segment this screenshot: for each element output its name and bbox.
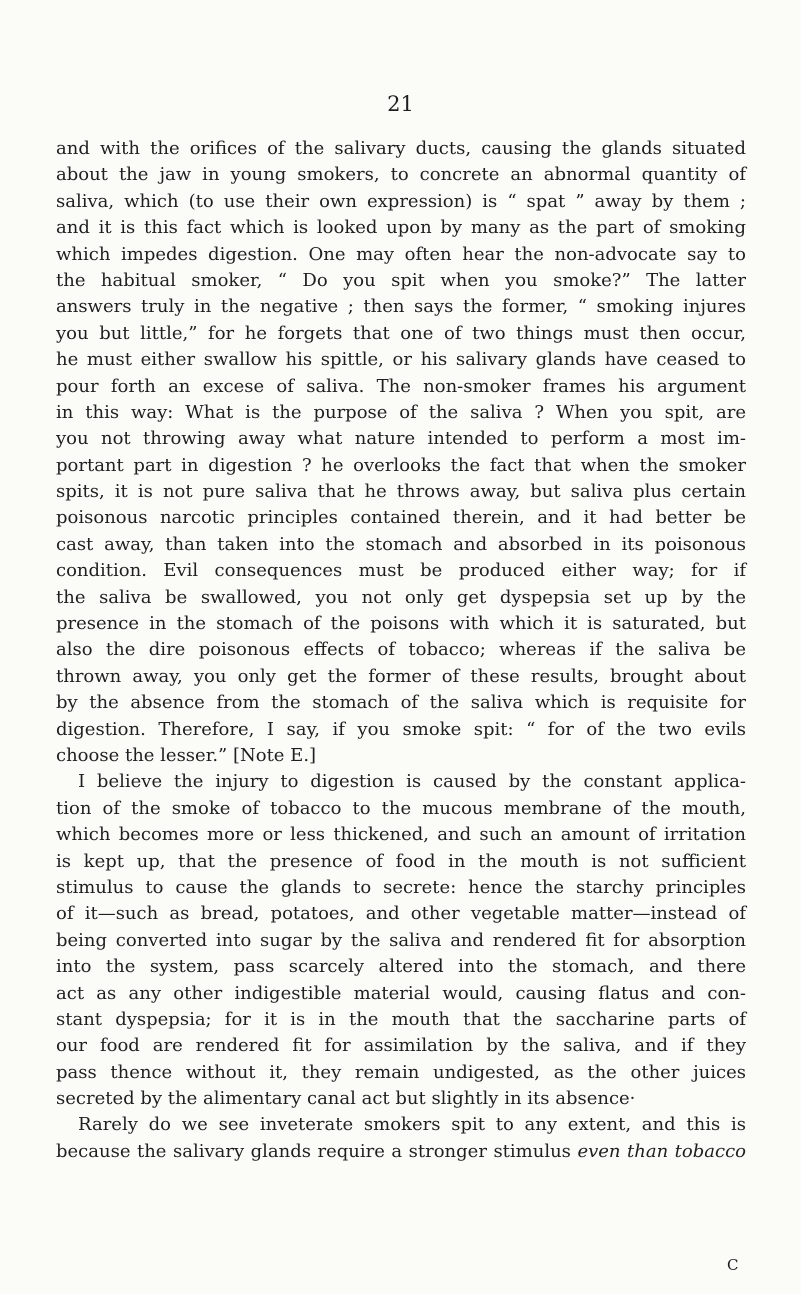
text-line: and it is this fact which is looked upon by many as the part of smoking	[56, 217, 746, 239]
text-line: of it—such as bread, potatoes, and other vegetable matter—instead of	[56, 903, 746, 925]
text-line: Rarely do we see inveterate smokers spit to any extent, and this is	[78, 1114, 746, 1136]
text-line: about the jaw in young smokers, to concrete an abnormal quantity of	[56, 164, 746, 186]
text-line: is kept up, that the presence of food in the mouth is not sufficient	[56, 850, 746, 872]
text-line: stimulus to cause the glands to secrete: hence the starchy principles	[56, 876, 746, 898]
text-line: stant dyspepsia; for it is in the mouth that the saccharine parts of	[56, 1008, 746, 1030]
text-line: cast away, than taken into the stomach and absorbed in its poisonous	[56, 533, 746, 555]
text-line: pour forth an excese of saliva. The non-smoker frames his argument	[56, 375, 746, 397]
text-line: being converted into sugar by the saliva and rendered fit for absorption	[56, 929, 746, 951]
text-line: pass thence without it, they remain undigested, as the other juices	[56, 1061, 746, 1083]
text-line: which becomes more or less thickened, and such an amount of irritation	[56, 824, 746, 846]
text-line: secreted by the alimentary canal act but slightly in its absence·	[56, 1088, 636, 1110]
page-number: 21	[387, 92, 414, 116]
text-line: thrown away, you only get the former of these results, brought about	[56, 665, 746, 687]
text-line: the saliva be swallowed, you not only get dyspepsia set up by the	[56, 586, 746, 608]
text-line: saliva, which (to use their own expression) is “ spat ” away by them ;	[56, 190, 746, 212]
text-line: by the absence from the stomach of the saliva which is requisite for	[56, 692, 746, 714]
signature-mark: C	[727, 1256, 739, 1274]
text-line: I believe the injury to digestion is caused by the constant applica-	[78, 771, 746, 793]
text-run: because the salivary glands require a stronger stimulus	[56, 1140, 578, 1162]
text-line: you not throwing away what nature intended to perform a most im-	[56, 428, 746, 450]
text-line: the habitual smoker, “ Do you spit when you smoke?” The latter	[56, 269, 746, 291]
text-line: act as any other indigestible material would, causing flatus and con-	[56, 982, 746, 1004]
text-line: poisonous narcotic principles contained therein, and it had better be	[56, 507, 746, 529]
text-line	[56, 1139, 746, 1165]
text-line: condition. Evil consequences must be produced either way; for if	[56, 560, 746, 582]
text-line: digestion. Therefore, I say, if you smoke spit: “ for of the two evils	[56, 718, 746, 740]
text-line: portant part in digestion ? he overlooks the fact that when the smoker	[56, 454, 746, 476]
page-text	[56, 136, 746, 1165]
text-line: he must either swallow his spittle, or his salivary glands have ceased to	[56, 349, 746, 371]
text-line: you but little,” for he forgets that one of two things must then occur,	[56, 322, 746, 344]
text-line: spits, it is not pure saliva that he throws away, but saliva plus certain	[56, 481, 746, 503]
text-line: choose the lesser.” [Note E.]	[56, 744, 317, 766]
text-line: our food are rendered fit for assimilation by the saliva, and if they	[56, 1035, 746, 1057]
text-line: presence in the stomach of the poisons with which it is saturated, but	[56, 613, 746, 635]
italic-text-run: even than tobacco	[577, 1140, 746, 1162]
text-line: tion of the smoke of tobacco to the mucous membrane of the mouth,	[56, 797, 746, 819]
text-line: into the system, pass scarcely altered into the stomach, and there	[56, 956, 746, 978]
text-line: answers truly in the negative ; then says the former, “ smoking injures	[56, 296, 746, 318]
text-line: in this way: What is the purpose of the saliva ? When you spit, are	[56, 401, 746, 423]
text-line: and with the orifices of the salivary ducts, causing the glands situated	[56, 138, 746, 159]
text-line: also the dire poisonous effects of tobacco; whereas if the saliva be	[56, 639, 746, 661]
text-line: which impedes digestion. One may often hear the non-advocate say to	[56, 243, 746, 265]
